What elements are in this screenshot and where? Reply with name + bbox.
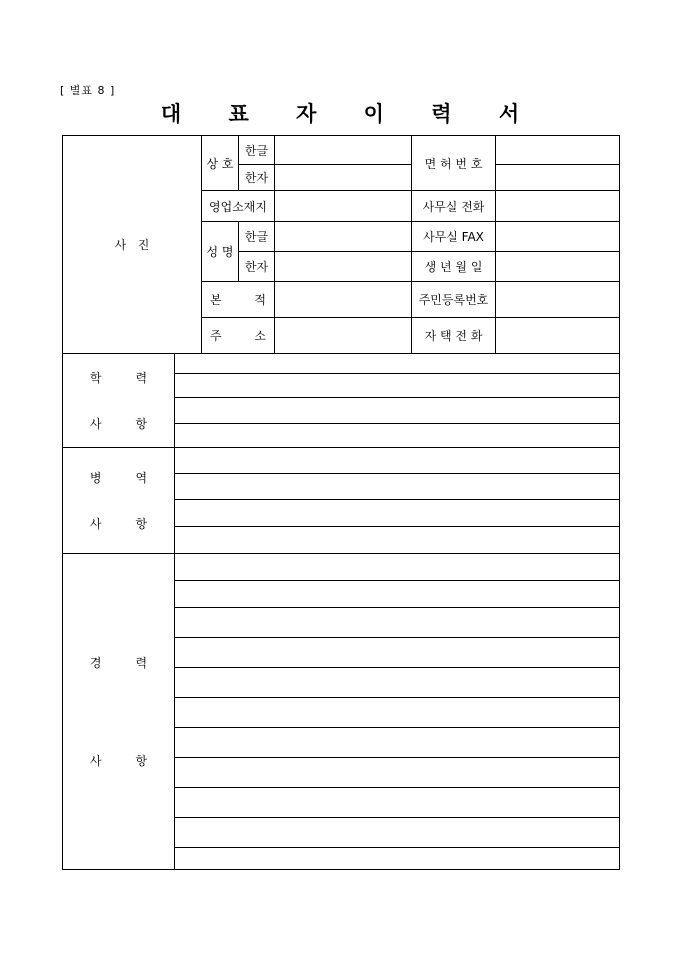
home-phone-input[interactable] xyxy=(496,318,620,354)
education-label xyxy=(63,354,175,448)
birth-date-label: 생 년 월 일 xyxy=(412,252,496,282)
domicile-char-a: 본 xyxy=(210,293,222,307)
education-row-4[interactable] xyxy=(175,424,620,448)
license-no-label: 면 허 번 호 xyxy=(412,136,496,191)
career-row-9[interactable] xyxy=(175,788,620,818)
education-char-2: 력 xyxy=(135,370,148,385)
personal-info-table xyxy=(62,135,620,354)
trade-name-hangul-input[interactable] xyxy=(275,136,412,165)
education-row-2[interactable] xyxy=(175,374,620,398)
office-fax-label: 사무실 FAX xyxy=(412,222,496,252)
education-char-4: 항 xyxy=(135,416,148,431)
military-char-1: 병 xyxy=(89,470,102,485)
address-label xyxy=(202,318,275,354)
business-location-input[interactable] xyxy=(275,191,412,222)
career-row-5[interactable] xyxy=(175,668,620,698)
career-row-3[interactable] xyxy=(175,608,620,638)
career-char-2: 력 xyxy=(135,656,148,670)
military-char-4: 항 xyxy=(135,516,148,531)
military-label xyxy=(63,448,175,554)
photo-cell[interactable] xyxy=(63,136,202,354)
license-no-input-2[interactable] xyxy=(496,165,620,191)
name-hanja-label: 한자 xyxy=(239,252,275,282)
domicile-char-b: 적 xyxy=(254,293,266,307)
career-row-11[interactable] xyxy=(175,848,620,870)
resident-no-input[interactable] xyxy=(496,282,620,318)
education-table xyxy=(62,353,620,448)
military-row-1[interactable] xyxy=(175,448,620,474)
military-row-3[interactable] xyxy=(175,500,620,527)
career-char-3: 사 xyxy=(89,754,102,768)
home-phone-label: 자 택 전 화 xyxy=(412,318,496,354)
trade-name-hanja-label: 한자 xyxy=(239,165,275,191)
license-no-input-1[interactable] xyxy=(496,136,620,165)
military-char-3: 사 xyxy=(89,516,102,531)
address-char-a: 주 xyxy=(210,329,222,343)
address-input[interactable] xyxy=(275,318,412,354)
office-fax-input[interactable] xyxy=(496,222,620,252)
office-phone-input[interactable] xyxy=(496,191,620,222)
name-hangul-input[interactable] xyxy=(275,222,412,252)
birth-date-input[interactable] xyxy=(496,252,620,282)
career-row-1[interactable] xyxy=(175,554,620,581)
domicile-label xyxy=(202,282,275,318)
military-row-2[interactable] xyxy=(175,474,620,500)
career-table xyxy=(62,553,620,870)
career-row-2[interactable] xyxy=(175,581,620,608)
trade-name-hanja-input[interactable] xyxy=(275,165,412,191)
trade-name-hangul-label: 한글 xyxy=(239,136,275,165)
military-table xyxy=(62,447,620,554)
career-label xyxy=(63,554,175,870)
career-row-8[interactable] xyxy=(175,758,620,788)
education-row-3[interactable] xyxy=(175,398,620,424)
military-char-2: 역 xyxy=(135,470,148,485)
career-row-7[interactable] xyxy=(175,728,620,758)
name-hangul-label: 한글 xyxy=(239,222,275,252)
military-row-4[interactable] xyxy=(175,527,620,554)
annex-label: [ 별표 8 ] xyxy=(60,84,116,97)
domicile-input[interactable] xyxy=(275,282,412,318)
name-label: 성 명 xyxy=(202,222,239,282)
resident-no-label: 주민등록번호 xyxy=(412,282,496,318)
education-char-3: 사 xyxy=(89,416,102,431)
career-row-10[interactable] xyxy=(175,818,620,848)
address-char-b: 소 xyxy=(254,329,266,343)
career-row-4[interactable] xyxy=(175,638,620,668)
career-char-4: 항 xyxy=(135,754,148,768)
career-row-6[interactable] xyxy=(175,698,620,728)
trade-name-label: 상 호 xyxy=(202,136,239,191)
name-hanja-input[interactable] xyxy=(275,252,412,282)
career-char-1: 경 xyxy=(89,656,102,670)
business-location-label: 영업소재지 xyxy=(202,191,275,222)
education-row-1[interactable] xyxy=(175,354,620,374)
office-phone-label: 사무실 전화 xyxy=(412,191,496,222)
education-char-1: 학 xyxy=(89,370,102,385)
page-title: 대 표 자 이 력 서 xyxy=(160,101,540,126)
photo-label: 사 진 xyxy=(114,238,150,252)
